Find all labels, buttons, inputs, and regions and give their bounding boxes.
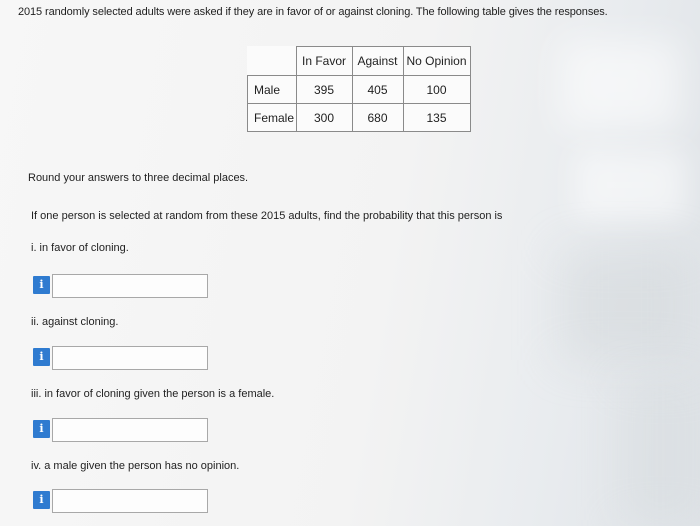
cell-male-no-opinion: 100 [403,76,470,104]
rounding-instruction: Round your answers to three decimal places. [28,172,249,184]
info-icon[interactable]: i [33,348,50,366]
row-label-female: Female [248,104,297,132]
table-corner [248,47,297,76]
table-row [248,104,471,132]
response-table [247,46,471,132]
header-against: Against [352,47,403,76]
info-icon[interactable]: i [33,420,50,438]
cell-female-in-favor: 300 [296,104,352,132]
question-4-label: iv. a male given the person has no opinion. [31,460,240,472]
table-row [248,76,471,104]
answer-2-input[interactable] [52,346,208,370]
table-header-row [248,47,471,76]
question-2-label: ii. against cloning. [31,316,119,328]
cell-female-against: 680 [352,104,403,132]
cell-female-no-opinion: 135 [403,104,470,132]
answer-1-input[interactable] [52,274,208,298]
row-label-male: Male [248,76,297,104]
info-icon[interactable]: i [33,276,50,294]
info-icon[interactable]: i [33,491,50,509]
cell-male-against: 405 [352,76,403,104]
cell-male-in-favor: 395 [296,76,352,104]
answer-4-input[interactable] [52,489,208,513]
problem-intro: 2015 randomly selected adults were asked if they are in favor of or against cloning. The following table gives the responses. [18,6,608,18]
header-no-opinion: No Opinion [403,47,470,76]
answer-3-input[interactable] [52,418,208,442]
question-prompt: If one person is selected at random from these 2015 adults, find the probability that this person is [31,210,503,222]
header-in-favor: In Favor [296,47,352,76]
question-1-label: i. in favor of cloning. [31,242,129,254]
question-3-label: iii. in favor of cloning given the person is a female. [31,388,275,400]
